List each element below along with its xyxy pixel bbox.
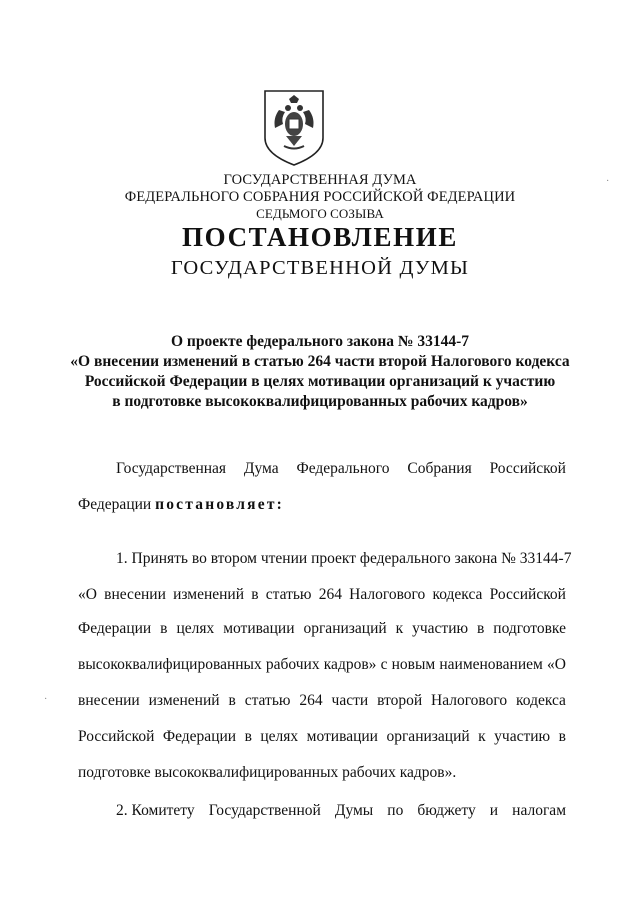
item-1-word: высококвалифицированных [78, 656, 262, 673]
preamble-word: Федерального [296, 460, 390, 477]
preamble-line-2 [78, 496, 566, 514]
item-1-word: второй [377, 692, 423, 709]
item-1-word: кодекса [516, 692, 566, 709]
item-1-word: «О [547, 656, 566, 673]
subject-line: Российской Федерации в целях мотивации организаций к участию [84, 373, 556, 390]
preamble-word: Собрания [407, 460, 472, 477]
item-2-line [78, 802, 566, 820]
item-1-word: целях [176, 620, 215, 637]
item-1-word: участию [412, 620, 469, 637]
item-1-word: в [251, 586, 259, 603]
item-1-word: новым [391, 656, 436, 673]
preamble-word: Российской [489, 460, 566, 477]
item-1-word: «О [78, 586, 97, 603]
item-1-line [78, 692, 566, 710]
item-1-word: Федерации [162, 728, 237, 745]
item-1-word: 264 [318, 586, 342, 603]
item-1-word: в [244, 728, 252, 745]
item-2-word: налогам [512, 802, 566, 819]
item-1-line [78, 620, 566, 638]
preamble-word: Государственная [116, 460, 227, 477]
item-1-word: наименованием [439, 656, 543, 673]
item-1-word: изменений [148, 692, 220, 709]
item-1-word: изменений [173, 586, 245, 603]
item-1-word: к [478, 728, 486, 745]
preamble-start: Федерации [78, 496, 152, 513]
item-1-word: статью [244, 692, 291, 709]
item-1-word: статью [265, 586, 312, 603]
header-line-duma: ГОСУДАРСТВЕННАЯ ДУМА [223, 172, 417, 188]
item-2-word: Государственной [208, 802, 321, 819]
item-1-word: Российской [489, 586, 566, 603]
state-emblem-icon [262, 88, 326, 168]
item-1-word: подготовке высококвалифицированных рабочих кадров». [78, 764, 457, 781]
item-1-word: Российской [78, 728, 155, 745]
item-1-line [78, 550, 572, 568]
item-1-word: внесении [104, 586, 166, 603]
item-1-word: кадров» [323, 656, 377, 673]
item-2-word: Думы [334, 802, 374, 819]
margin-mark: · [606, 176, 610, 187]
item-1-word: кодекса [432, 586, 483, 603]
item-1-word: участию [494, 728, 551, 745]
item-1-word: части [331, 692, 369, 709]
margin-mark: · [44, 694, 48, 705]
subject-line: в подготовке высококвалифицированных рабочих кадров» [112, 393, 528, 410]
item-1-word: мотивации [223, 620, 295, 637]
item-1-word: Федерации [78, 620, 152, 637]
item-1-word: с [380, 656, 388, 673]
item-1-word: к [395, 620, 404, 637]
item-1-line [78, 586, 566, 604]
document-title: ПОСТАНОВЛЕНИЕ [182, 222, 458, 252]
item-1-word: Налогового [349, 586, 426, 603]
document-subtitle: ГОСУДАРСТВЕННОЙ ДУМЫ [170, 257, 470, 279]
item-2-word: бюджету [417, 802, 476, 819]
item-1-word: мотивации [306, 728, 378, 745]
item-1-line [78, 656, 566, 674]
item-1-word: внесении [78, 692, 140, 709]
item-1-word: 264 [299, 692, 323, 709]
preamble-decree-word: постановляет: [155, 496, 284, 513]
item-1-word: подготовке [493, 620, 566, 637]
item-1-word: в [558, 728, 566, 745]
subject-line: «О внесении изменений в статью 264 части второй Налогового кодекса [70, 353, 570, 370]
item-1-line [78, 728, 566, 746]
preamble-word: Дума [243, 460, 279, 477]
subject-line: О проекте федерального закона № 33144-7 [170, 333, 469, 350]
item-2-word: 2. Комитету [116, 802, 195, 819]
preamble-line-1 [78, 460, 566, 478]
item-1-word: в [160, 620, 168, 637]
item-1-word: 1. Принять во втором чтении проект федерального закона № 33144-7 [116, 550, 572, 567]
item-2-word: по [387, 802, 404, 819]
header-line-assembly: ФЕДЕРАЛЬНОГО СОБРАНИЯ РОССИЙСКОЙ ФЕДЕРАЦИИ [124, 189, 516, 205]
item-1-word: рабочих [265, 656, 320, 673]
header-line-convocation: СЕДЬМОГО СОЗЫВА [256, 206, 384, 221]
item-2-word: и [489, 802, 499, 819]
item-1-word: в [228, 692, 236, 709]
item-1-word: организаций [386, 728, 470, 745]
item-1-word: Налогового [431, 692, 508, 709]
item-1-line [78, 764, 566, 782]
item-1-word: организаций [303, 620, 387, 637]
item-1-word: в [477, 620, 485, 637]
item-1-word: целях [260, 728, 299, 745]
subject-block [0, 332, 640, 412]
